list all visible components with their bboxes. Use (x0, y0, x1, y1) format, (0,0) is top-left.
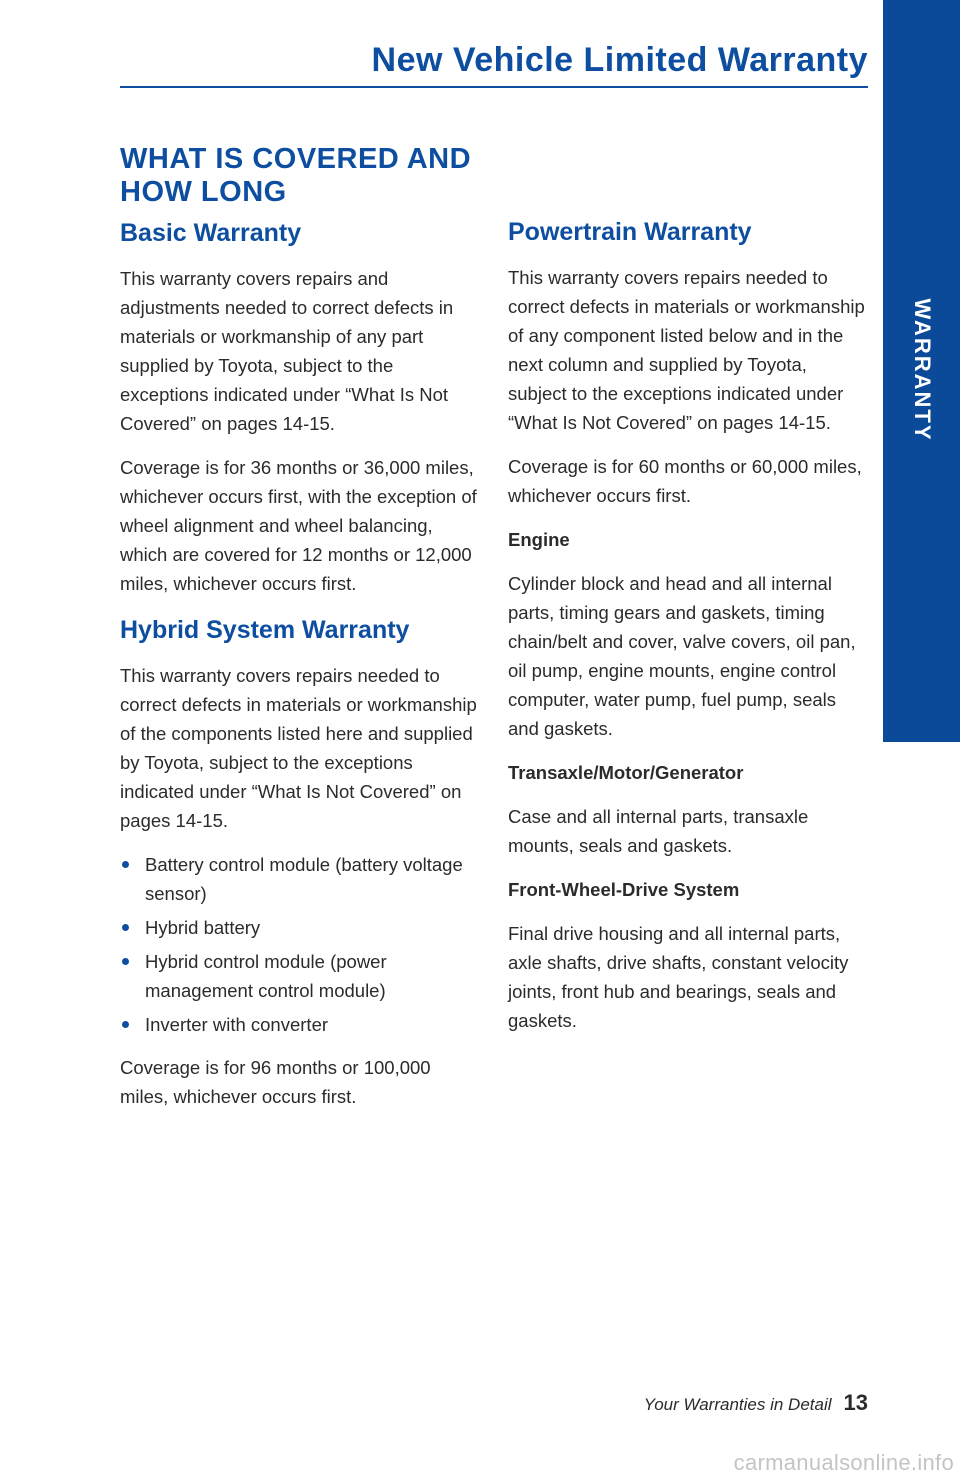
bullet-icon (122, 861, 129, 868)
page-header (120, 38, 868, 82)
transaxle-label: Transaxle/Motor/Generator (508, 762, 744, 783)
list-item (120, 947, 480, 1005)
section-title (120, 143, 500, 209)
list-item-text: Inverter with converter (145, 1014, 329, 1035)
basic-warranty-coverage: Coverage is for 36 months or 36,000 miles, whichever occurs first, with the exception of wheel alignment and wheel balancing, which are covered for 12 months or 12,000 miles, whichever occurs first. (120, 457, 477, 594)
list-item-text: Battery control module (battery voltage sensor) (145, 854, 463, 904)
page-header-title: New Vehicle Limited Warranty (371, 41, 868, 79)
side-tab-label: WARRANTY (909, 298, 935, 442)
header-divider (120, 86, 868, 88)
section-title-line1: WHAT IS COVERED AND (120, 143, 472, 175)
fwd-system-label: Front-Wheel-Drive System (508, 879, 740, 900)
powertrain-warranty-description: This warranty covers repairs needed to correct defects in materials or workmanship of any component listed below and in the next column and supplied by Toyota, subject to the exceptions indicated under “What Is Not Covered” on pages 14-15. (508, 267, 865, 433)
list-item (120, 1010, 480, 1039)
hybrid-warranty-heading: Hybrid System Warranty (120, 616, 410, 644)
bullet-icon (122, 1021, 129, 1028)
basic-warranty-heading: Basic Warranty (120, 219, 302, 247)
section-title-line2: HOW LONG (120, 176, 287, 208)
list-item (120, 850, 480, 908)
left-column (120, 216, 480, 1126)
engine-label: Engine (508, 529, 570, 550)
fwd-system-components: Final drive housing and all internal parts, axle shafts, drive shafts, constant velocity joints, front hub and bearings, seals and gaskets. (508, 923, 849, 1031)
basic-warranty-description: This warranty covers repairs and adjustments needed to correct defects in materials or workmanship of any part supplied by Toyota, subject to the exceptions indicated under “What Is Not Covered” on pages 14-15. (120, 268, 454, 434)
hybrid-warranty-description: This warranty covers repairs needed to correct defects in materials or workmanship of the components listed here and supplied by Toyota, subject to the exceptions indicated under “What Is Not Covered” on pages 14-15. (120, 665, 477, 831)
bullet-icon (122, 958, 129, 965)
bullet-icon (122, 924, 129, 931)
powertrain-warranty-heading: Powertrain Warranty (508, 218, 752, 246)
hybrid-warranty-coverage: Coverage is for 96 months or 100,000 miles, whichever occurs first. (120, 1057, 431, 1107)
hybrid-components-list (120, 850, 480, 1039)
footer-text: Your Warranties in Detail (643, 1395, 832, 1414)
engine-components: Cylinder block and head and all internal parts, timing gears and gaskets, timing chain/belt and cover, valve covers, oil pan, oil pump, engine mounts, engine control computer, water pump, fuel pump, seals and gaskets. (508, 573, 856, 739)
page-footer (644, 1390, 868, 1418)
powertrain-warranty-coverage: Coverage is for 60 months or 60,000 miles, whichever occurs first. (508, 456, 862, 506)
side-tab (883, 0, 960, 742)
list-item-text: Hybrid battery (145, 917, 261, 938)
transaxle-components: Case and all internal parts, transaxle mounts, seals and gaskets. (508, 806, 809, 856)
page-number: 13 (843, 1390, 868, 1415)
right-column (508, 215, 868, 1050)
watermark: carmanualsonline.info (733, 1450, 954, 1475)
list-item (120, 913, 480, 942)
list-item-text: Hybrid control module (power management control module) (145, 951, 387, 1001)
